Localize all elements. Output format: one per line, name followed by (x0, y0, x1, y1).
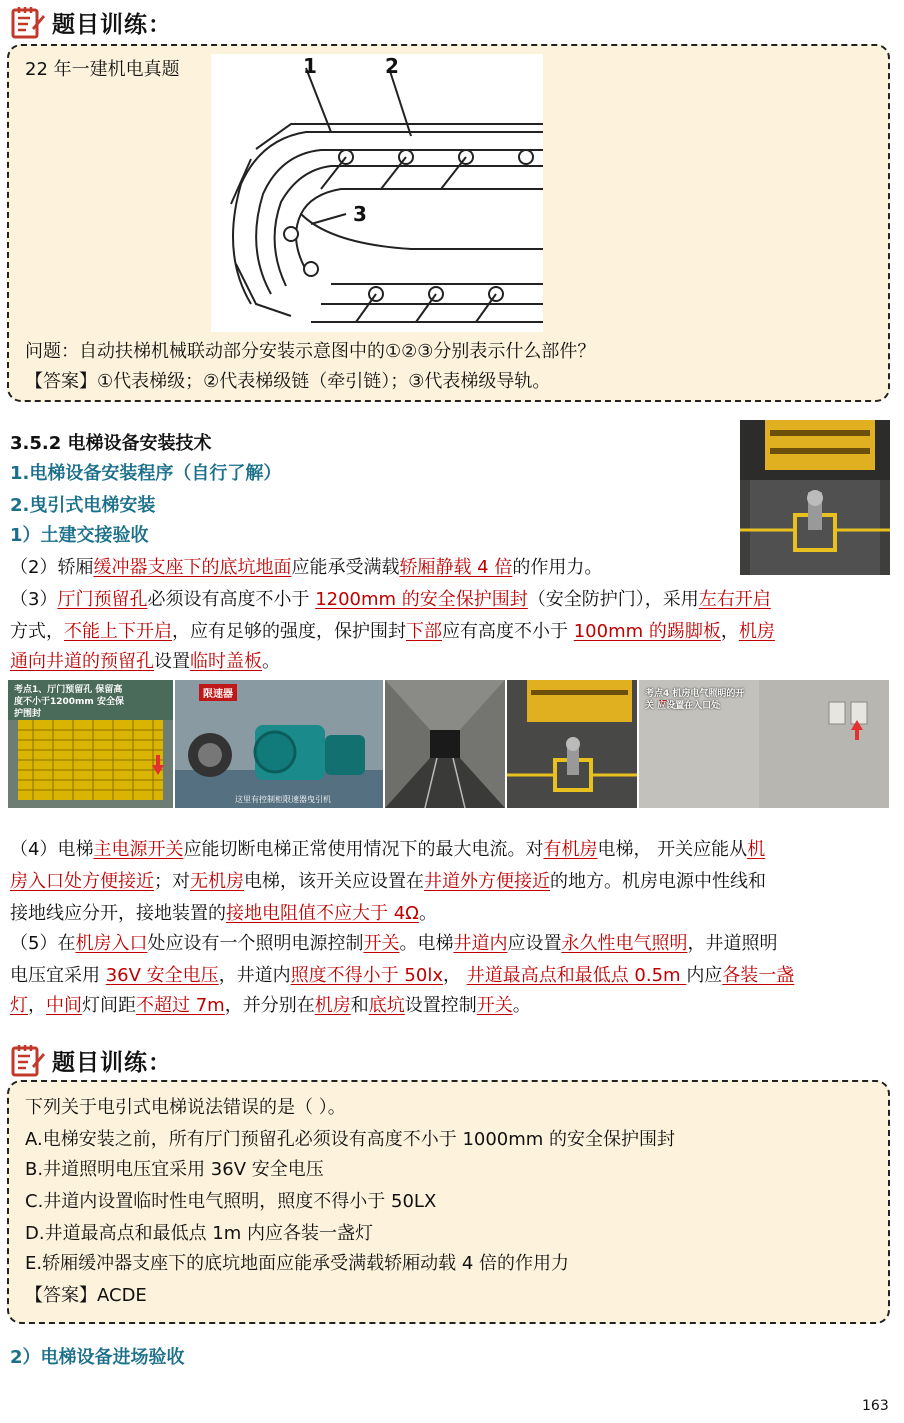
fig-label-2: 2 (385, 54, 399, 78)
para-3-line-1: （3）厅门预留孔必须设有高度不小于 1200mm 的安全保护围封（安全防护门），采用左右开启 (10, 589, 771, 610)
para-4-line-3: 接地线应分开，接地装置的接地电阻值不应大于 4Ω。 (10, 903, 437, 924)
fig-label-1: 1 (303, 54, 317, 78)
training-heading-2 (10, 1042, 172, 1078)
year-tag: 22 年一建机电真题 (25, 59, 180, 80)
para-5-line-3: 灯，中间灯间距不超过 7m，并分别在机房和底坑设置控制开关。 (10, 995, 531, 1016)
photo-shaft (385, 680, 505, 808)
photo-2-caption: 限速器 (199, 684, 237, 701)
photo-machine-room-light (639, 680, 889, 808)
answer-text: 【答案】ACDE (25, 1285, 147, 1306)
question-text: 问题：自动扶梯机械联动部分安装示意图中的①②③分别表示什么部件？ (25, 341, 596, 362)
escalator-diagram (211, 54, 543, 332)
option-c: C.井道内设置临时性电气照明，照度不得小于 50LX (25, 1191, 437, 1212)
pit-photo (740, 420, 890, 575)
answer-text: 【答案】①代表梯级；②代表梯级链（牵引链）；③代表梯级导轨。 (25, 371, 551, 392)
page-number: 163 (862, 1398, 889, 1414)
photo-1-caption: 考点1、厅门预留孔 保留高度不小于1200mm 安全保护围封 (14, 685, 124, 719)
photo-door-barrier (8, 680, 173, 808)
section-title: 3.5.2 电梯设备安装技术 (10, 433, 212, 454)
training-heading-text: 题目训练： (52, 1049, 172, 1076)
photo-pit-buffer (507, 680, 637, 808)
notepad-icon (10, 4, 46, 40)
para-3-line-2: 方式，不能上下开启，应有足够的强度，保护围封下部应有高度不小于 100mm 的踢脚板，机房 (10, 621, 775, 642)
option-b: B.井道照明电压宜采用 36V 安全电压 (25, 1159, 324, 1180)
para-4-line-1: （4）电梯主电源开关应能切断电梯正常使用情况下的最大电流。对有机房电梯， 开关应能从机 (10, 839, 766, 860)
training-box-1 (7, 44, 890, 402)
para-4-line-2: 房入口处方便接近；对无机房电梯，该开关应设置在井道外方便接近的地方。机房电源中性线和 (10, 871, 766, 892)
option-e: E.轿厢缓冲器支座下的底坑地面应能承受满载轿厢动载 4 倍的作用力 (25, 1253, 569, 1274)
subheading-1: 1.电梯设备安装程序（自行了解） (10, 463, 282, 484)
photo-governor (175, 680, 383, 808)
para-2: （2）轿厢缓冲器支座下的底坑地面应能承受满载轿厢静载 4 倍的作用力。 (10, 557, 603, 578)
training-heading-1 (10, 4, 172, 40)
para-5-line-2: 电压宜采用 36V 安全电压，井道内照度不得小于 50lx， 井道最高点和最低点 0.5m 内应各装一盏 (10, 965, 795, 986)
notepad-icon (10, 1042, 46, 1078)
training-box-2 (7, 1080, 890, 1324)
para-3-line-3: 通向井道的预留孔设置临时盖板。 (10, 651, 280, 672)
option-a: A.电梯安装之前，所有厅门预留孔必须设有高度不小于 1000mm 的安全保护围封 (25, 1129, 676, 1150)
subheading-3: 1）土建交接验收 (10, 525, 149, 546)
photo-5-caption: 考点4 机房电气照明的开关 应设置在入口处 (645, 689, 745, 711)
fig-label-3: 3 (353, 202, 367, 226)
para-5-line-1: （5）在机房入口处应设有一个照明电源控制开关。电梯井道内应设置永久性电气照明，井道照明 (10, 933, 778, 954)
training-heading-text: 题目训练： (52, 11, 172, 38)
option-d: D.井道最高点和最低点 1m 内应各装一盏灯 (25, 1223, 374, 1244)
question-stem: 下列关于电引式电梯说法错误的是（ ）。 (25, 1097, 346, 1118)
photo-2-subcaption: 这里有控制柜限速器曳引机 (235, 795, 331, 804)
next-subheading: 2）电梯设备进场验收 (10, 1347, 185, 1368)
subheading-2: 2.曳引式电梯安装 (10, 495, 156, 516)
